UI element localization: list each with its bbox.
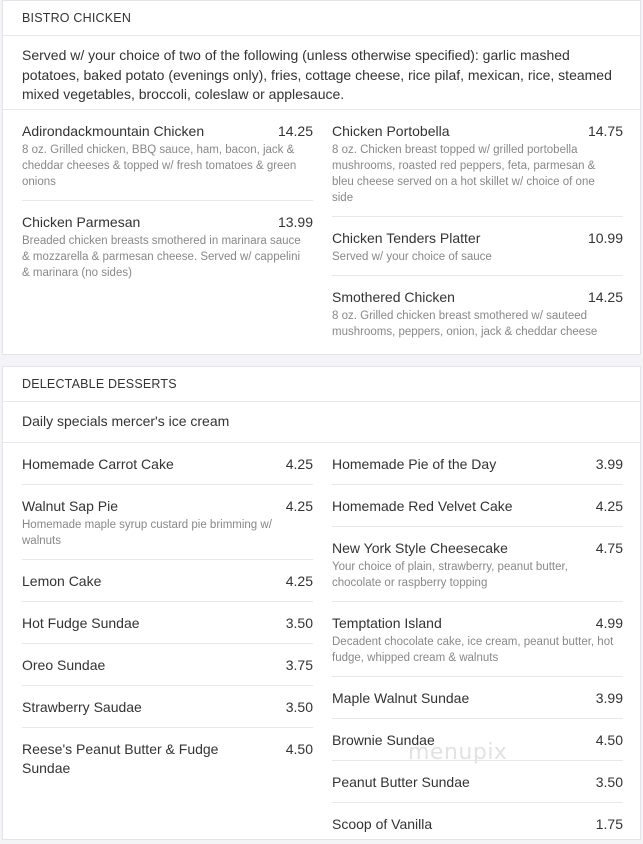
section-bistro-chicken xyxy=(2,0,641,355)
menu-item[interactable] xyxy=(332,485,623,527)
menu-item-price: 3.50 xyxy=(595,774,623,790)
menu-item-price: 3.50 xyxy=(285,615,313,631)
menu-item[interactable] xyxy=(332,677,623,719)
menu-item[interactable] xyxy=(22,485,313,560)
menu-item-name: New York Style Cheesecake xyxy=(332,540,508,556)
menu-item-price: 4.50 xyxy=(285,741,313,757)
menu-item[interactable] xyxy=(332,276,623,350)
menu-item-price: 4.75 xyxy=(595,540,623,556)
menu-item-price: 13.99 xyxy=(277,214,313,230)
menu-column-right xyxy=(332,110,623,350)
menu-item-price: 3.99 xyxy=(595,456,623,472)
menu-item-price: 4.25 xyxy=(285,498,313,514)
menu-item-price: 4.25 xyxy=(595,498,623,514)
menu-item-price: 3.75 xyxy=(285,657,313,673)
menu-item-name: Walnut Sap Pie xyxy=(22,498,118,514)
menu-column-right xyxy=(332,443,623,844)
menu-item[interactable] xyxy=(22,644,313,686)
menu-item[interactable] xyxy=(22,201,313,291)
menu-item-price: 14.75 xyxy=(587,123,623,139)
menu-item-price: 1.75 xyxy=(595,816,623,832)
menu-item-name: Maple Walnut Sundae xyxy=(332,690,470,706)
menu-item-description: Breaded chicken breasts smothered in marinara sauce & mozzarella & parmesan cheese. Served w/ cappelini & marinara (no sides) xyxy=(22,235,301,279)
menu-item-name: Oreo Sundae xyxy=(22,657,106,673)
menu-item-name: Homemade Pie of the Day xyxy=(332,456,497,472)
menu-item-name: Strawberry Saudae xyxy=(22,699,142,715)
menu-item[interactable] xyxy=(22,686,313,728)
section-title: DELECTABLE DESSERTS xyxy=(3,367,640,402)
menu-column-left xyxy=(22,443,313,788)
menu-item-description: Served w/ your choice of sauce xyxy=(332,251,492,263)
menu-item-name: Smothered Chicken xyxy=(332,289,455,305)
menu-item-price: 14.25 xyxy=(277,123,313,139)
menu-item[interactable] xyxy=(332,443,623,485)
menu-item-name: Scoop of Vanilla xyxy=(332,816,433,832)
menu-item[interactable] xyxy=(22,443,313,485)
menu-item-price: 3.50 xyxy=(285,699,313,715)
section-delectable-desserts xyxy=(2,366,641,840)
menu-item-description: Your choice of plain, strawberry, peanut butter, chocolate or raspberry topping xyxy=(332,561,568,589)
watermark-logo: menupix xyxy=(408,740,508,765)
section-intro: Daily specials mercer's ice cream xyxy=(3,402,640,443)
menu-item-name: Brownie Sundae xyxy=(332,732,435,748)
menu-item-price: 3.99 xyxy=(595,690,623,706)
section-title: BISTRO CHICKEN xyxy=(3,1,640,36)
menu-item-name: Reese's Peanut Butter & Fudge Sundae xyxy=(22,741,219,776)
menu-item[interactable] xyxy=(332,110,623,217)
menu-item[interactable] xyxy=(332,527,623,602)
menu-item-price: 4.25 xyxy=(285,456,313,472)
menu-item-price: 4.25 xyxy=(285,573,313,589)
menu-item-description: 8 oz. Grilled chicken, BBQ sauce, ham, bacon, jack & cheddar cheeses & topped w/ fresh tomatoes & green onions xyxy=(22,144,297,188)
menu-item-price: 14.25 xyxy=(587,289,623,305)
menu-item-name: Lemon Cake xyxy=(22,573,102,589)
menu-item-name: Peanut Butter Sundae xyxy=(332,774,470,790)
menu-item-name: Chicken Portobella xyxy=(332,123,450,139)
menu-item-description: 8 oz. Grilled chicken breast smothered w/ sauteed mushrooms, peppers, onion, jack & cheddar cheese xyxy=(332,310,598,338)
menu-item[interactable] xyxy=(22,728,313,788)
menu-item-description: 8 oz. Chicken breast topped w/ grilled portobella mushrooms, roasted red peppers, feta, parmesan & bleu cheese served on a hot skillet w/ choice of one side xyxy=(332,144,596,204)
menu-item[interactable] xyxy=(332,217,623,276)
menu-item-description: Homemade maple syrup custard pie brimming w/ walnuts xyxy=(22,519,272,547)
menu-item-name: Chicken Tenders Platter xyxy=(332,230,481,246)
menu-item-name: Homemade Carrot Cake xyxy=(22,456,174,472)
menu-item-name: Temptation Island xyxy=(332,615,442,631)
menu-item-name: Homemade Red Velvet Cake xyxy=(332,498,513,514)
menu-item-price: 4.50 xyxy=(595,732,623,748)
menu-item[interactable] xyxy=(332,761,623,803)
menu-item[interactable] xyxy=(332,602,623,677)
menu-item-name: Hot Fudge Sundae xyxy=(22,615,140,631)
menu-item-name: Chicken Parmesan xyxy=(22,214,141,230)
menu-item-description: Decadent chocolate cake, ice cream, peanut butter, hot fudge, whipped cream & walnuts xyxy=(332,636,614,664)
menu-item[interactable] xyxy=(22,110,313,201)
menu-item[interactable] xyxy=(22,602,313,644)
menu-item[interactable] xyxy=(22,560,313,602)
menu-item-name: Adirondackmountain Chicken xyxy=(22,123,205,139)
menu-column-left xyxy=(22,110,313,291)
section-intro: Served w/ your choice of two of the following (unless otherwise specified): garlic mashed potatoes, baked potato (evenings only), fries, cottage cheese, rice pilaf, mexican, rice, steamed mixed vegetables, broccoli, coleslaw or applesauce. xyxy=(3,36,640,110)
menu-item-price: 10.99 xyxy=(587,230,623,246)
menu-item-price: 4.99 xyxy=(595,615,623,631)
